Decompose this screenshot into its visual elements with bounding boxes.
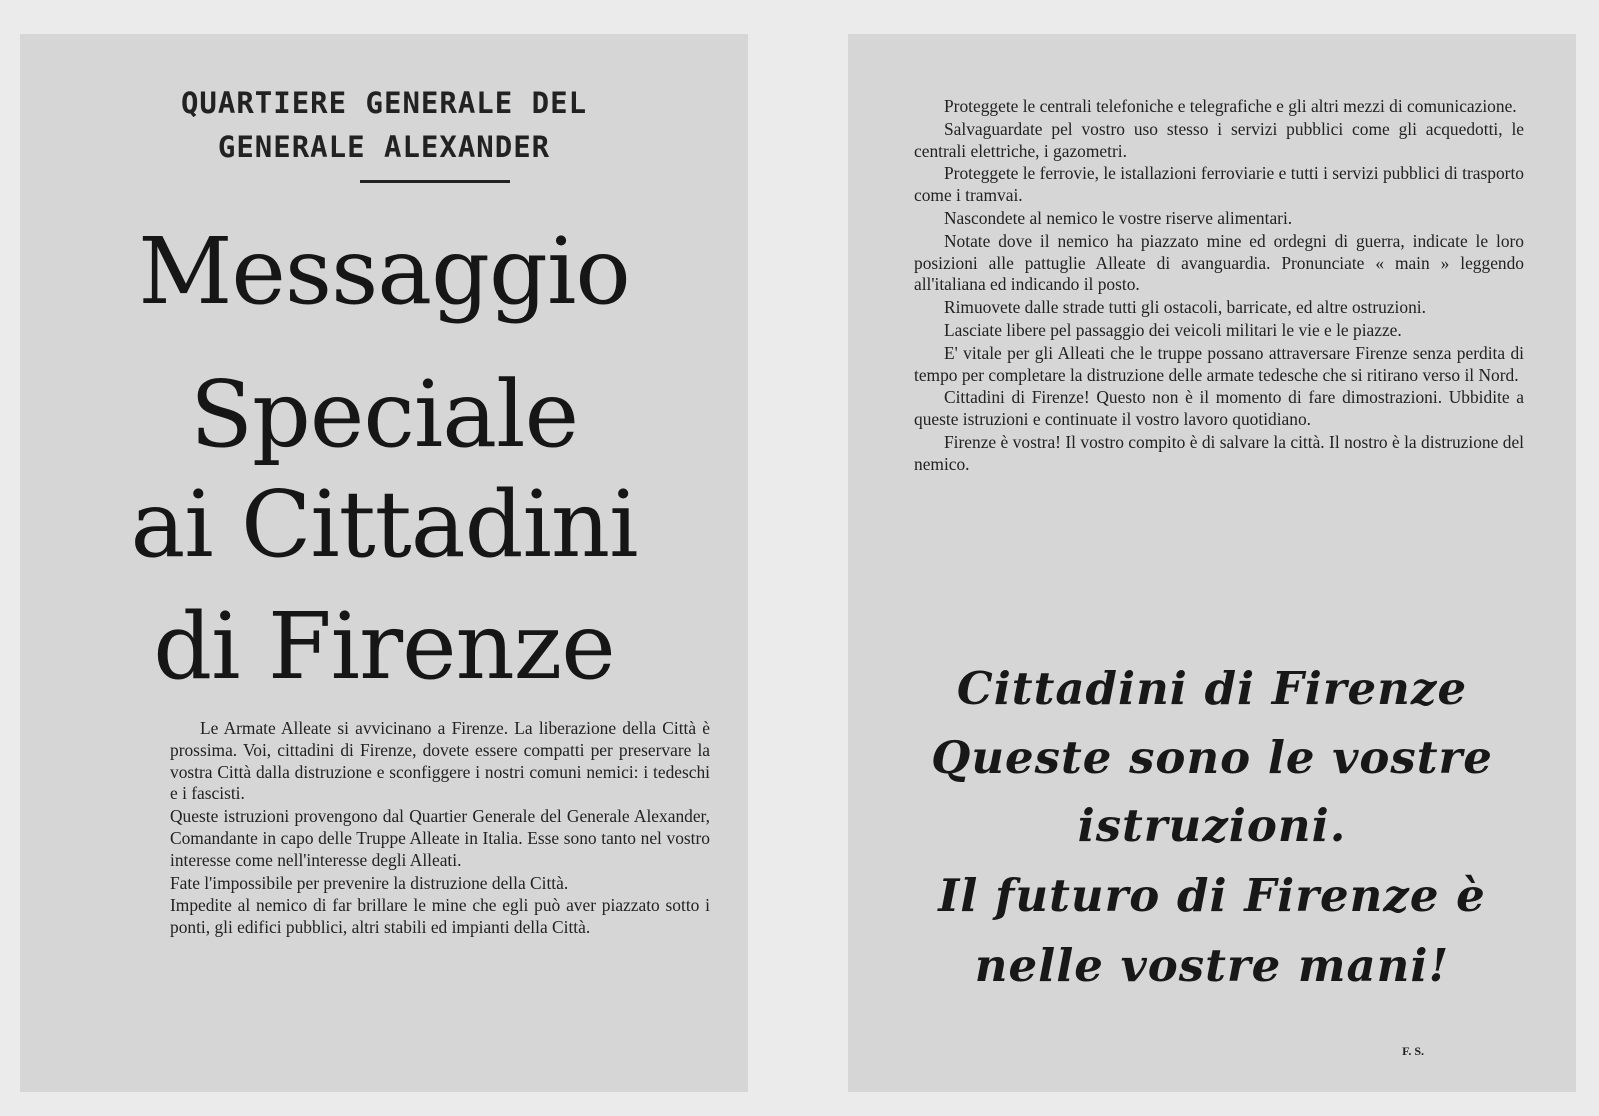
left-paragraph-1: Le Armate Alleate si avvicinano a Firenze. La liberazione della Città è prossima. Voi, cittadini di Firenze, dovete essere compatti per preservare la vostra Città dalla distruzione e sconfiggere i nostri comuni nemici: i tedeschi e i fascisti. bbox=[170, 718, 710, 804]
title-line-3: ai Cittadini bbox=[130, 471, 638, 578]
header-line-2: GENERALE ALEXANDER bbox=[217, 130, 551, 164]
left-paragraph-3: Fate l'impossibile per prevenire la distruzione della Città. bbox=[170, 872, 569, 893]
title-line-1: Messaggio bbox=[138, 218, 630, 325]
right-paragraph-1: Proteggete le centrali telefoniche e telegrafiche e gli altri mezzi di comunicazione. bbox=[944, 96, 1517, 116]
right-paragraph-5: Notate dove il nemico ha piazzato mine ed ordegni di guerra, indicate le loro posizioni alle pattuglie Alleate di avanguardia. Pronunciate « main » leggendo all'italiana ed indicando il posto. bbox=[914, 230, 1524, 295]
title-line-4: di Firenze bbox=[153, 593, 615, 700]
title-line-2: Speciale bbox=[189, 361, 579, 468]
header-line-1: QUARTIERE GENERALE DEL bbox=[180, 86, 588, 120]
closing-line-5: nelle vostre mani! bbox=[974, 939, 1450, 992]
signature-initials: F. S. bbox=[1402, 1044, 1424, 1058]
right-paragraph-6: Rimuovete dalle strade tutti gli ostacoli, barricate, ed altre ostruzioni. bbox=[944, 297, 1426, 318]
header-divider bbox=[360, 180, 510, 183]
closing-line-3: istruzioni. bbox=[1077, 799, 1347, 852]
left-page bbox=[20, 34, 748, 1092]
left-paragraph-4: Impedite al nemico di far brillare le mine che egli può aver piazzato sotto i ponti, gli edifici pubblici, altri stabili ed impianti della Città. bbox=[170, 895, 710, 938]
right-body-text bbox=[914, 96, 1524, 477]
right-paragraph-9: Cittadini di Firenze! Questo non è il momento di fare dimostrazioni. Ubbidite a queste istruzioni e continuate il vostro lavoro quotidiano. bbox=[914, 387, 1524, 430]
left-body-text bbox=[170, 718, 710, 940]
right-paragraph-3: Proteggete le ferrovie, le istallazioni ferroviarie e tutti i servizi pubblici di trasporto come i tramvai. bbox=[914, 163, 1524, 206]
left-paragraph-2: Queste istruzioni provengono dal Quartier Generale del Generale Alexander, Comandante in capo delle Truppe Alleate in Italia. Esse sono tanto nel vostro interesse come nell'interesse degli Alleati. bbox=[170, 806, 710, 870]
closing-line-1: Cittadini di Firenze bbox=[956, 662, 1468, 715]
right-paragraph-4: Nascondete al nemico le vostre riserve alimentari. bbox=[944, 207, 1293, 228]
closing-line-4: Il futuro di Firenze è bbox=[938, 869, 1486, 922]
right-page bbox=[848, 34, 1576, 1092]
closing-line-2: Queste sono le vostre bbox=[931, 731, 1493, 784]
right-paragraph-10: Firenze è vostra! Il vostro compito è di salvare la città. Il nostro è la distruzione del nemico. bbox=[914, 431, 1524, 474]
right-paragraph-7: Lasciate libere pel passaggio dei veicoli militari le vie e le piazze. bbox=[944, 319, 1402, 340]
right-paragraph-8: E' vitale per gli Alleati che le truppe possano attraversare Firenze senza perdita di tempo per completare la distruzione delle armate tedesche che si ritirano verso il Nord. bbox=[914, 342, 1524, 385]
right-paragraph-2: Salvaguardate pel vostro uso stesso i servizi pubblici come gli acquedotti, le centrali elettriche, i gazometri. bbox=[914, 118, 1524, 161]
